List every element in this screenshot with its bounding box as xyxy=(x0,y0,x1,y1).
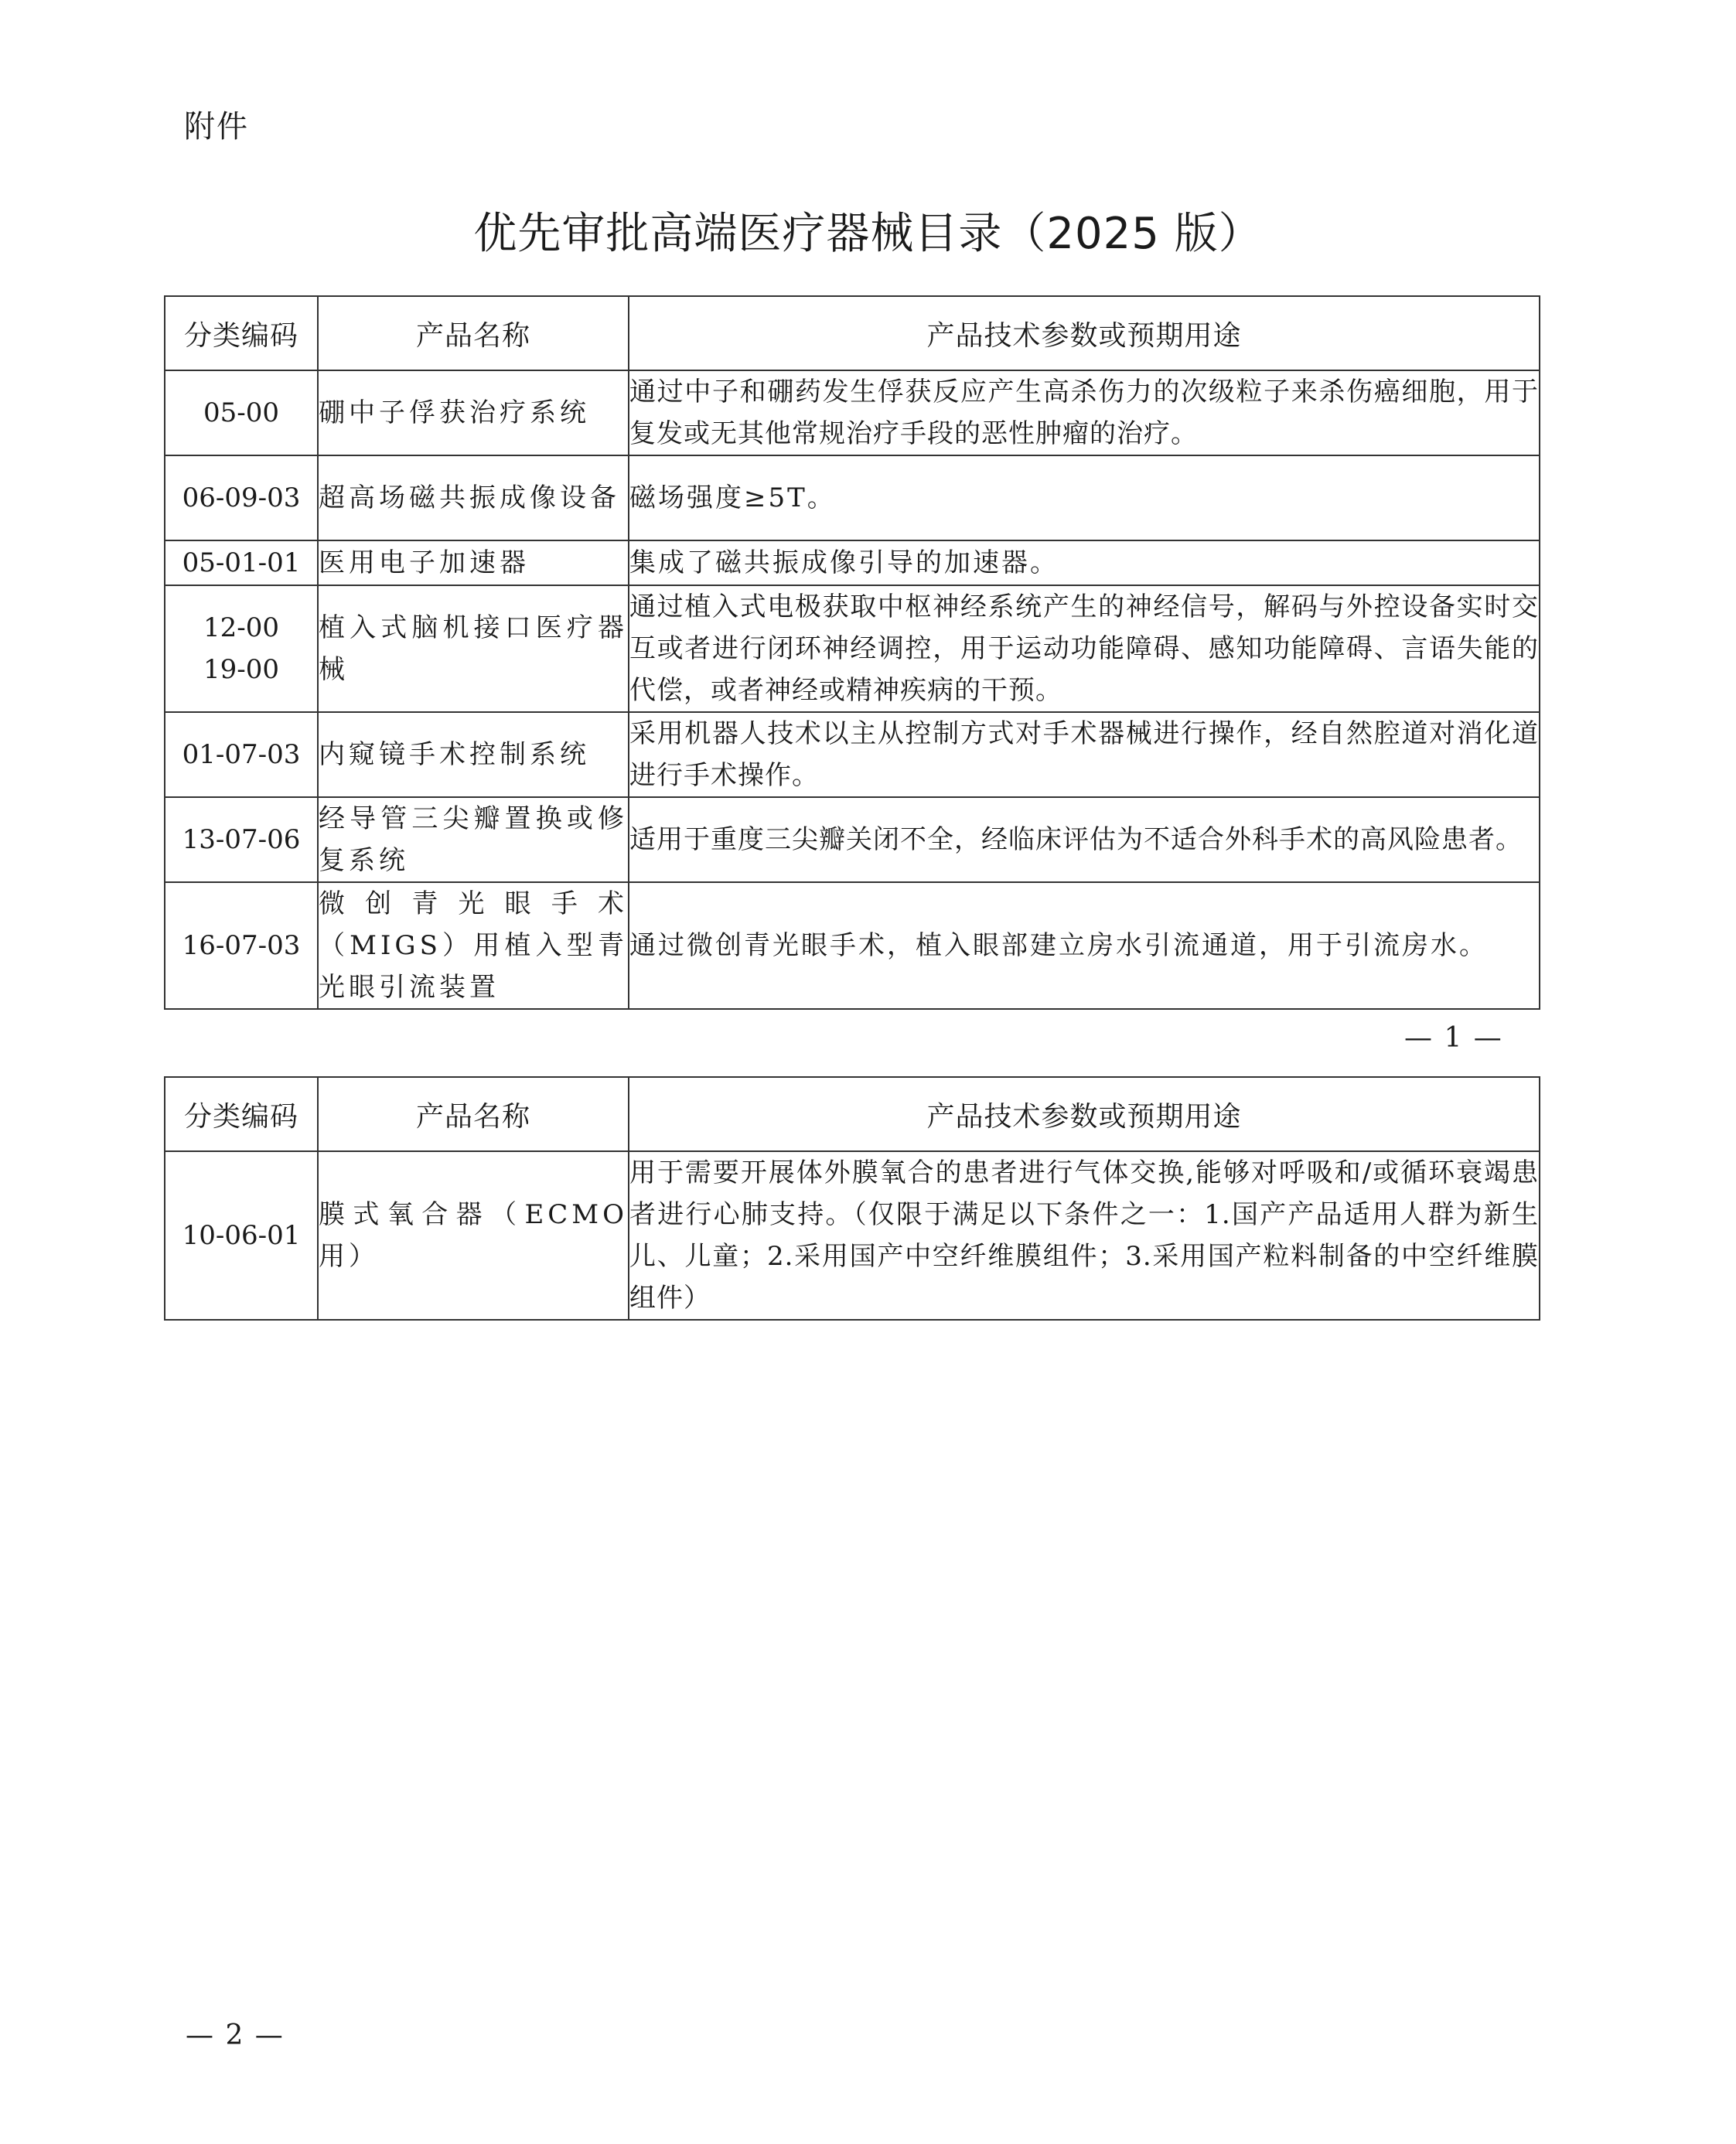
product-description-cell: 通过中子和硼药发生俘获反应产生高杀伤力的次级粒子来杀伤癌细胞，用于复发或无其他常规治疗手段的恶性肿瘤的治疗。 xyxy=(629,370,1540,455)
product-description-cell: 适用于重度三尖瓣关闭不全，经临床评估为不适合外科手术的高风险患者。 xyxy=(629,797,1540,882)
table-row xyxy=(165,455,1540,540)
attachment-label: 附件 xyxy=(184,109,249,145)
category-code-cell xyxy=(165,797,318,882)
category-code: 12-00 xyxy=(203,612,279,643)
product-description-cell: 磁场强度≥5T。 xyxy=(629,455,1540,540)
header-technical-parameters: 产品技术参数或预期用途 xyxy=(629,296,1540,370)
category-code-cell xyxy=(165,585,318,712)
product-description-cell: 通过植入式电极获取中枢神经系统产生的神经信号，解码与外控设备实时交互或者进行闭环神经调控，用于运动功能障碍、感知功能障碍、言语失能的代偿，或者神经或精神疾病的干预。 xyxy=(629,585,1540,712)
category-code: 10-06-01 xyxy=(182,1220,301,1251)
table-row xyxy=(165,712,1540,797)
category-code: 05-01-01 xyxy=(182,547,301,578)
product-description-cell: 用于需要开展体外膜氧合的患者进行气体交换,能够对呼吸和/或循环衰竭患者进行心肺支持。（仅限于满足以下条件之一：1.国产产品适用人群为新生儿、儿童；2.采用国产中空纤维膜组件；3.采用国产粒料制备的中空纤维膜组件） xyxy=(629,1151,1540,1320)
product-name-cell: 硼中子俘获治疗系统 xyxy=(318,370,629,455)
category-code-cell xyxy=(165,1151,318,1320)
category-code-cell xyxy=(165,712,318,797)
product-name-cell: 经导管三尖瓣置换或修复系统 xyxy=(318,797,629,882)
table-row xyxy=(165,797,1540,882)
table-row xyxy=(165,882,1540,1009)
product-description-cell: 通过微创青光眼手术，植入眼部建立房水引流通道，用于引流房水。 xyxy=(629,882,1540,1009)
category-code: 05-00 xyxy=(203,397,279,428)
table-header-row xyxy=(165,1077,1540,1151)
category-code: 01-07-03 xyxy=(182,739,301,770)
category-code-cell xyxy=(165,455,318,540)
header-product-name: 产品名称 xyxy=(318,296,629,370)
table-header-row xyxy=(165,296,1540,370)
page-number-2: — 2 — xyxy=(186,2020,285,2051)
category-code: 16-07-03 xyxy=(182,930,301,961)
page-number-1: — 1 — xyxy=(1404,1022,1503,1054)
header-product-name: 产品名称 xyxy=(318,1077,629,1151)
table-row xyxy=(165,1151,1540,1320)
product-description-cell: 集成了磁共振成像引导的加速器。 xyxy=(629,540,1540,585)
product-name-cell: 超高场磁共振成像设备 xyxy=(318,455,629,540)
catalog-table-page-2 xyxy=(164,1076,1540,1321)
category-code: 13-07-06 xyxy=(182,824,301,855)
category-code-cell xyxy=(165,370,318,455)
header-technical-parameters: 产品技术参数或预期用途 xyxy=(629,1077,1540,1151)
product-name-cell: 植入式脑机接口医疗器械 xyxy=(318,585,629,712)
category-code: 19-00 xyxy=(203,654,279,685)
product-description-cell: 采用机器人技术以主从控制方式对手术器械进行操作，经自然腔道对消化道进行手术操作。 xyxy=(629,712,1540,797)
table-row xyxy=(165,370,1540,455)
table-row xyxy=(165,585,1540,712)
header-category-code: 分类编码 xyxy=(165,1077,318,1151)
table-row xyxy=(165,540,1540,585)
category-code: 06-09-03 xyxy=(182,482,301,513)
product-name-cell: 膜式氧合器（ECMO用） xyxy=(318,1151,629,1320)
product-name-cell: 微创青光眼手术（MIGS）用植入型青光眼引流装置 xyxy=(318,882,629,1009)
category-code-cell xyxy=(165,882,318,1009)
header-category-code: 分类编码 xyxy=(165,296,318,370)
product-name-cell: 医用电子加速器 xyxy=(318,540,629,585)
catalog-table-page-1 xyxy=(164,295,1540,1010)
product-name-cell: 内窥镜手术控制系统 xyxy=(318,712,629,797)
category-code-cell xyxy=(165,540,318,585)
document-title: 优先审批高端医疗器械目录（2025 版） xyxy=(473,209,1263,259)
